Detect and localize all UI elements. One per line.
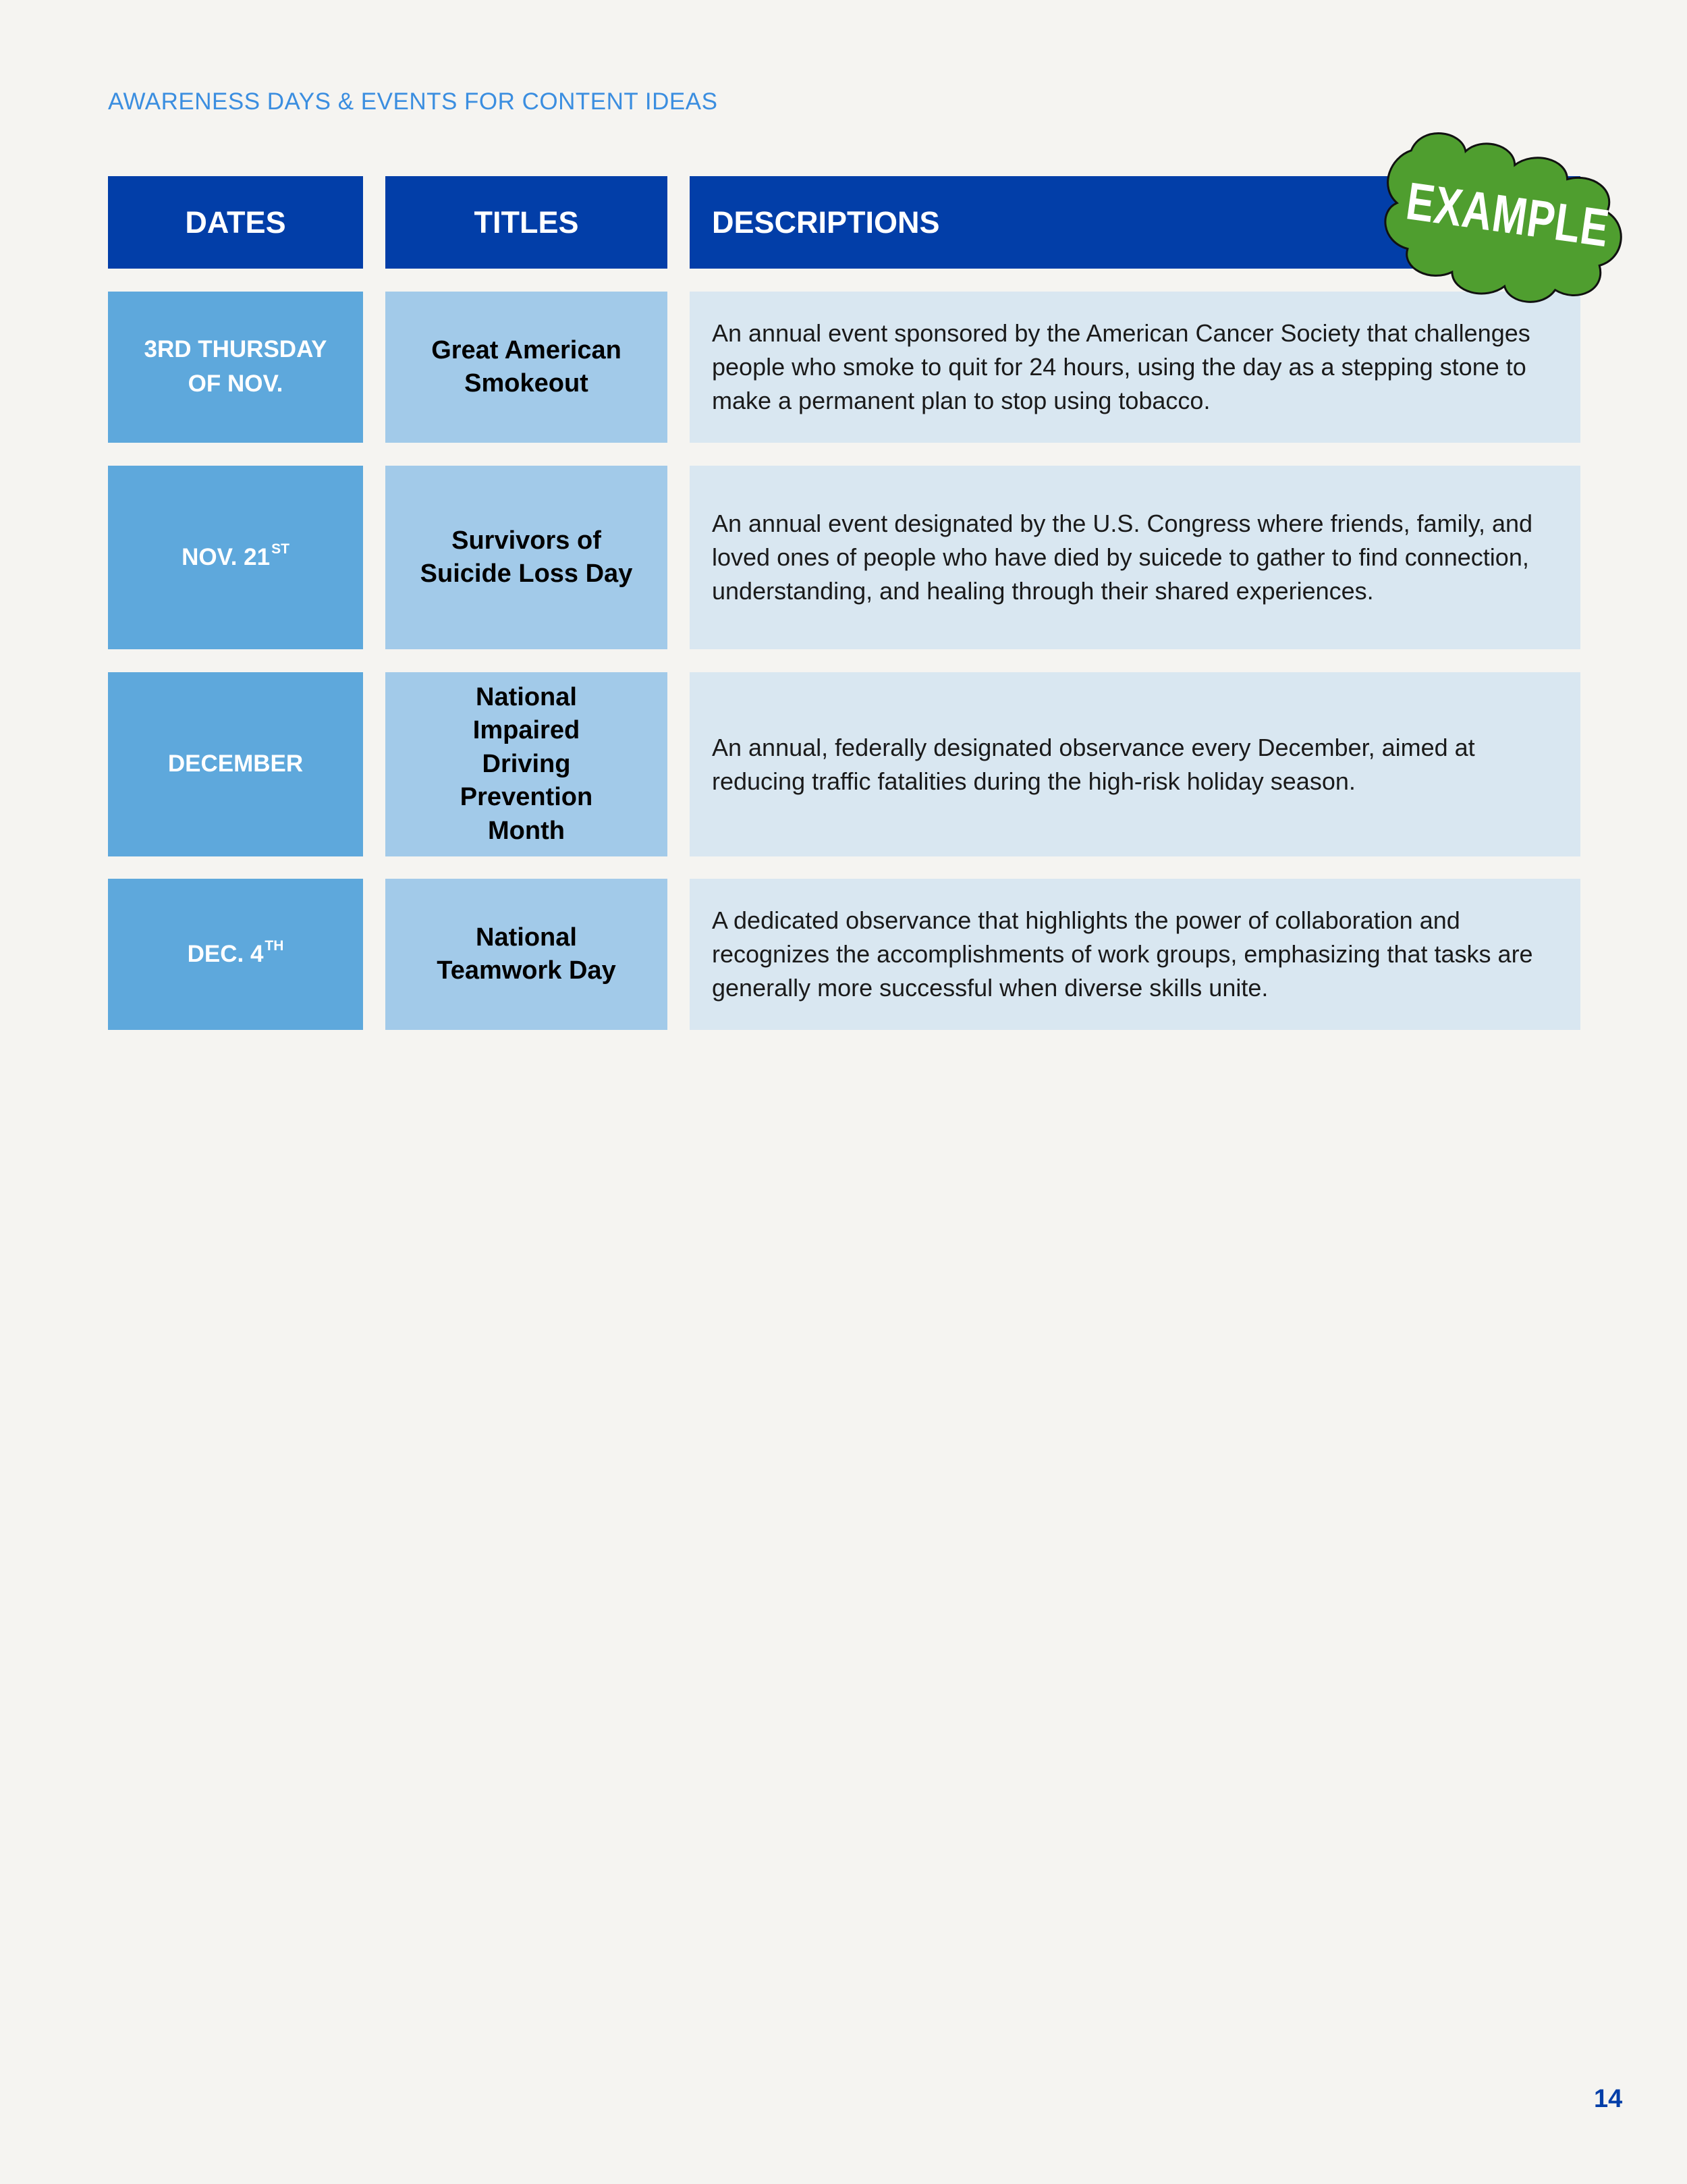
example-sticker: [1362, 124, 1645, 319]
row-2-title: [385, 466, 667, 649]
row-2-date: [108, 466, 363, 649]
row-3-date: [108, 672, 363, 856]
header-descriptions: DESCRIPTIONS: [690, 176, 1580, 269]
row-1-title-text: Great American Smokeout: [431, 335, 621, 398]
row-3-description-text: An annual, federally designated observance every December, aimed at reducing traffic fatalities during the high-risk holiday season.: [712, 733, 1475, 795]
row-1-date: [108, 292, 363, 443]
row-4-title-text: National Teamwork Day: [437, 923, 616, 985]
row-1-description-text: An annual event sponsored by the American Cancer Society that challenges people who smoke to quit for 24 hours, using the day as a stepping stone to make a permanent plan to stop using tobacco.: [712, 319, 1530, 414]
row-2-date-suffix: ST: [271, 541, 289, 557]
row-2-description: [690, 466, 1580, 649]
row-4-date-suffix: TH: [265, 937, 284, 954]
row-4-description: [690, 879, 1580, 1030]
row-3-description: [690, 672, 1580, 856]
sticker-label: EXAMPLE: [1402, 170, 1613, 258]
row-1-date-line2: OF NOV.: [188, 371, 283, 397]
row-4-date: [108, 879, 363, 1030]
row-4-title: [385, 879, 667, 1030]
row-4-description-text: A dedicated observance that highlights the power of collaboration and recognizes the accomplishments of work groups, emphasizing that tasks are generally more successful when diverse skills unite.: [712, 906, 1533, 1002]
header-dates: DATES: [108, 176, 363, 269]
row-2-date-main: NOV. 21: [182, 543, 271, 570]
row-2-title-text: Survivors of Suicide Loss Day: [420, 526, 633, 588]
row-1-title: [385, 292, 667, 443]
row-2-description-text: An annual event designated by the U.S. Congress where friends, family, and loved ones of people who have died by suicede to gather to find connection, understanding, and healing through their shared experiences.: [712, 510, 1533, 605]
row-3-title-text: National Impaired Driving Prevention Month: [460, 683, 593, 845]
row-3-title: [385, 672, 667, 856]
header-titles: TITLES: [385, 176, 667, 269]
row-3-date-text: DECEMBER: [167, 750, 304, 777]
row-1-date-line1: 3RD THURSDAY: [144, 336, 327, 363]
page-number: 14: [1594, 2085, 1623, 2113]
section-title: AWARENESS DAYS & EVENTS FOR CONTENT IDEAS: [108, 88, 718, 115]
row-4-date-main: DEC. 4: [187, 940, 264, 967]
